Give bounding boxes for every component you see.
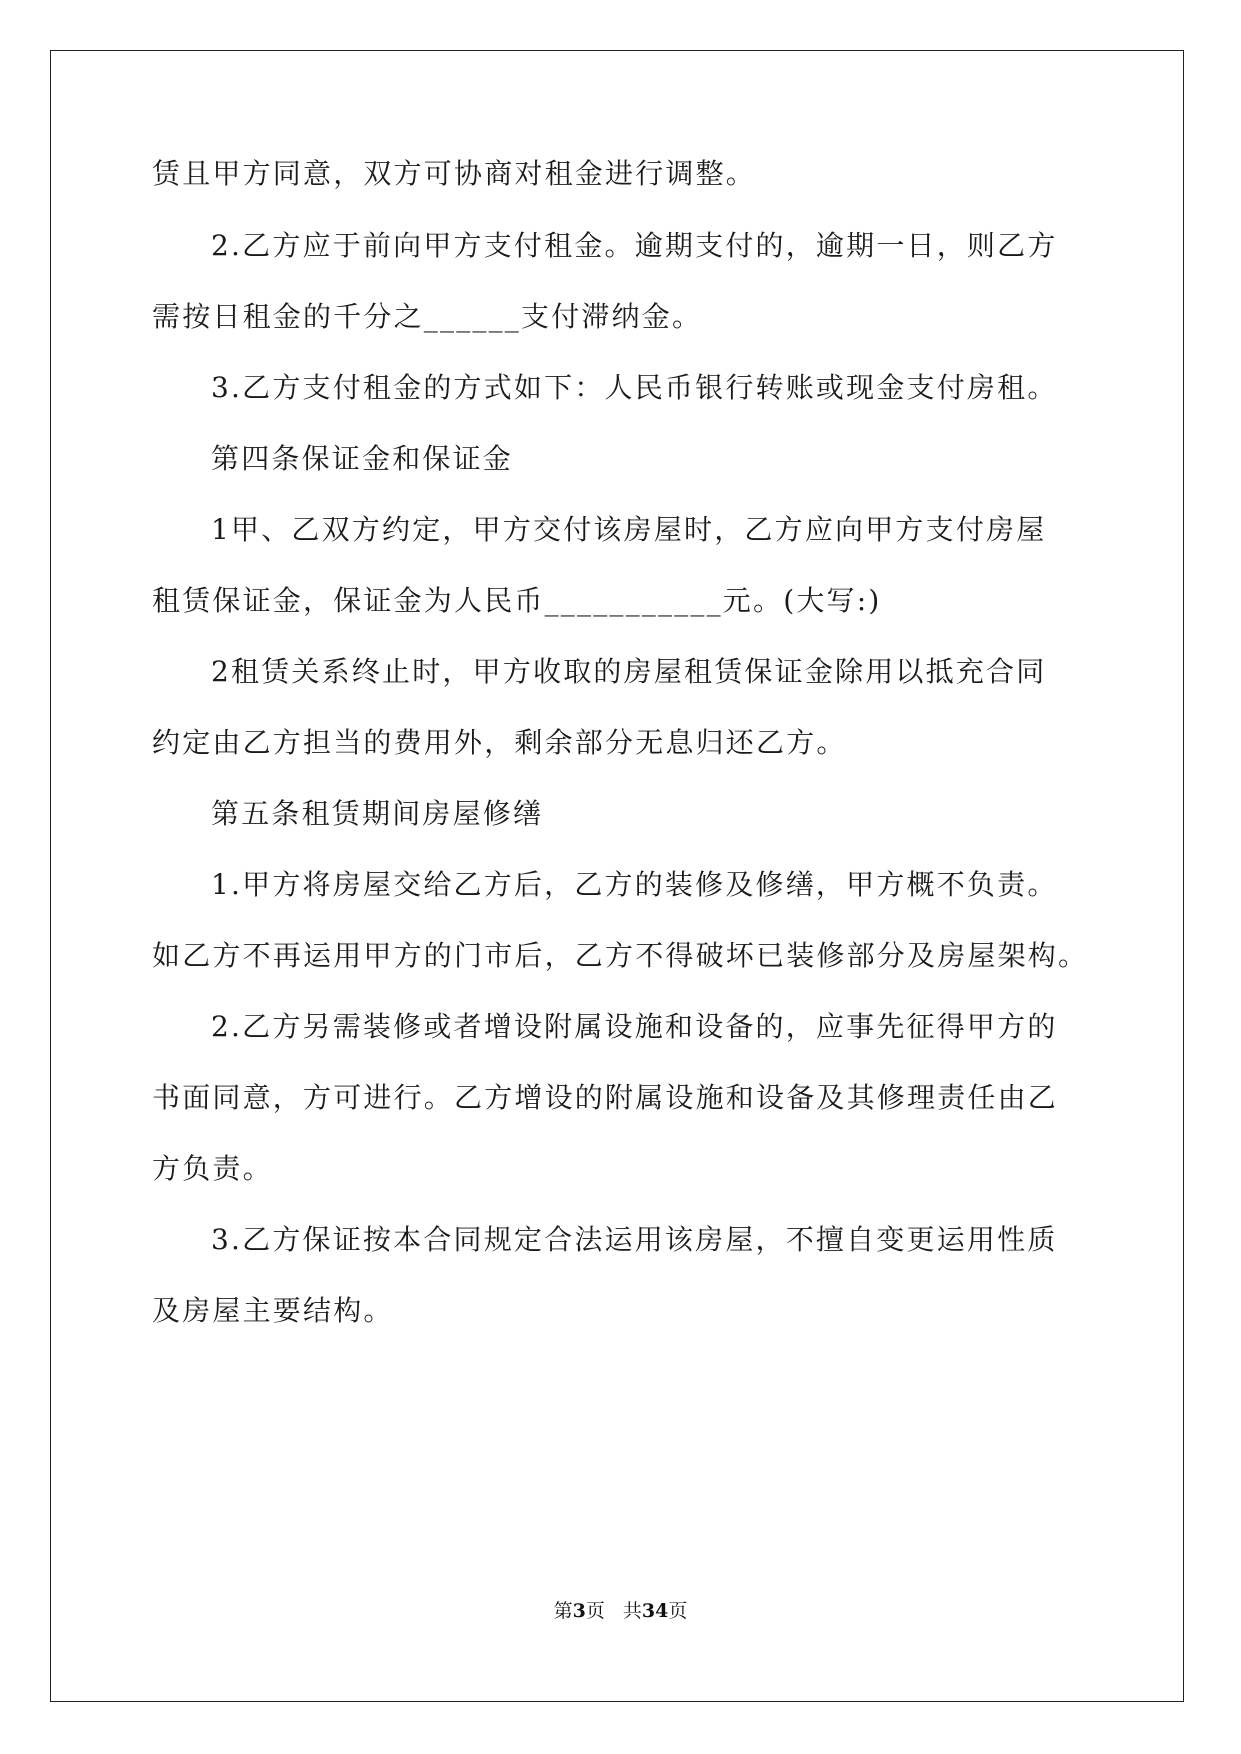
total-prefix: 共 bbox=[622, 1600, 642, 1622]
text-line-4: 3.乙方支付租金的方式如下：人民币银行转账或现金支付房租。 bbox=[211, 371, 1058, 404]
text-line-14: 书面同意，方可进行。乙方增设的附属设施和设备及其修理责任由乙 bbox=[152, 1081, 1059, 1114]
page-prefix: 第 bbox=[553, 1600, 573, 1622]
total-suffix: 页 bbox=[668, 1600, 688, 1622]
text-line-1: 赁且甲方同意，双方可协商对租金进行调整。 bbox=[152, 157, 757, 190]
text-line-3: 需按日租金的千分之______支付滞纳金。 bbox=[152, 300, 703, 333]
text-line-12: 如乙方不再运用甲方的门市后，乙方不得破坏已装修部分及房屋架构。 bbox=[152, 939, 1089, 972]
text-line-16: 3.乙方保证按本合同规定合法运用该房屋，不擅自变更运用性质 bbox=[211, 1223, 1058, 1256]
page-footer bbox=[0, 1599, 1241, 1623]
page-number: 3 bbox=[572, 1600, 586, 1622]
text-line-7: 租赁保证金，保证金为人民币___________元。(大写:) bbox=[152, 584, 882, 617]
text-line-6: 1甲、乙双方约定，甲方交付该房屋时，乙方应向甲方支付房屋 bbox=[211, 513, 1047, 546]
text-line-9: 约定由乙方担当的费用外，剩余部分无息归还乙方。 bbox=[152, 726, 847, 759]
section-heading-5: 第五条租赁期间房屋修缮 bbox=[211, 797, 544, 830]
text-line-17: 及房屋主要结构。 bbox=[152, 1294, 394, 1327]
text-line-15: 方负责。 bbox=[152, 1152, 273, 1185]
total-pages: 34 bbox=[641, 1600, 669, 1622]
section-heading-4: 第四条保证金和保证金 bbox=[211, 442, 514, 475]
text-line-2: 2.乙方应于前向甲方支付租金。逾期支付的，逾期一日，则乙方 bbox=[211, 229, 1058, 262]
text-line-11: 1.甲方将房屋交给乙方后，乙方的装修及修缮，甲方概不负责。 bbox=[211, 868, 1058, 901]
text-line-8: 2租赁关系终止时，甲方收取的房屋租赁保证金除用以抵充合同 bbox=[211, 655, 1047, 688]
text-line-13: 2.乙方另需装修或者增设附属设施和设备的，应事先征得甲方的 bbox=[211, 1010, 1058, 1043]
page-suffix: 页 bbox=[585, 1600, 605, 1622]
